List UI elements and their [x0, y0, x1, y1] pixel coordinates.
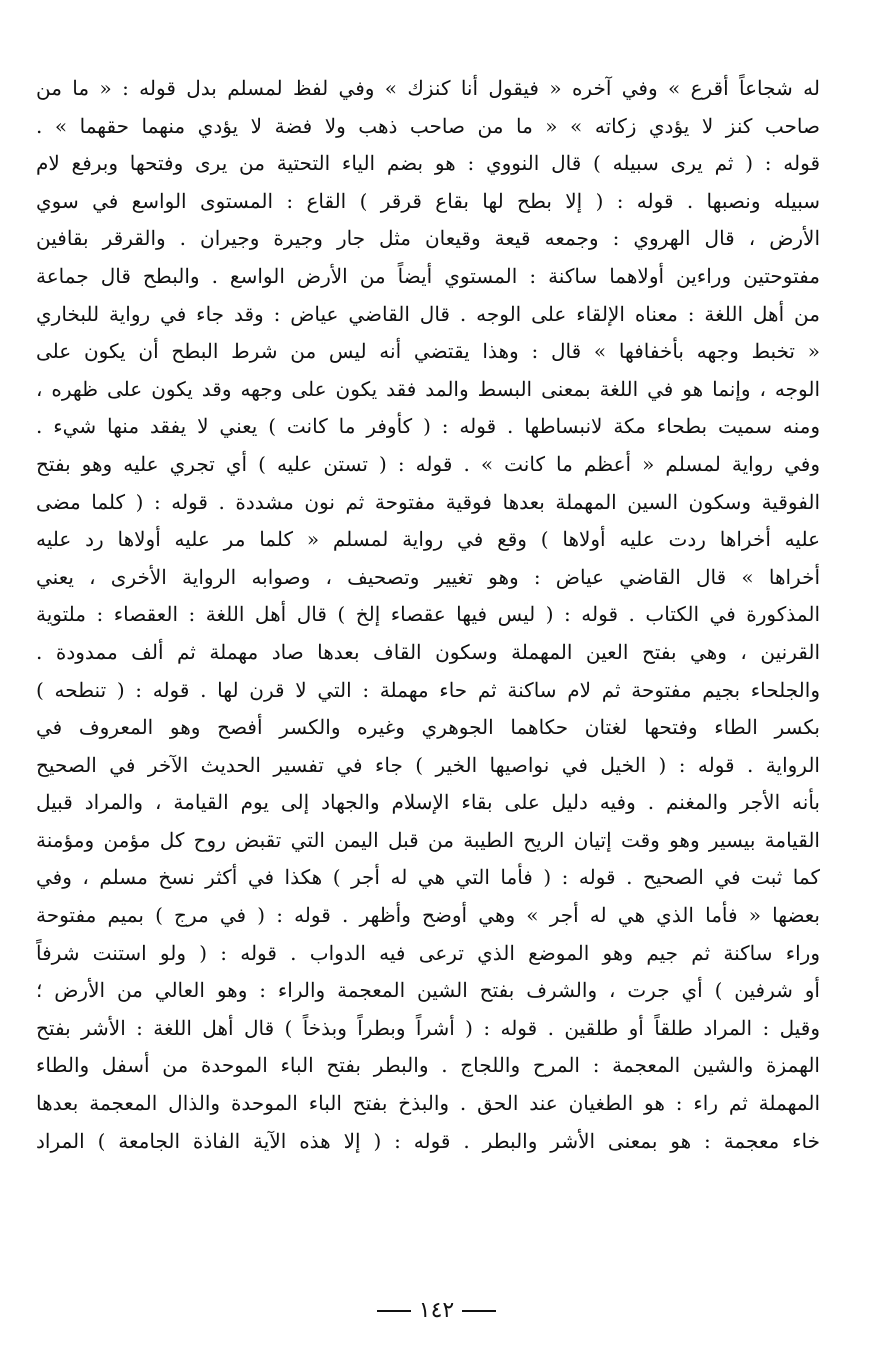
text-line: بأنه الأجر والمغنم . وفيه دليل على بقاء الإسلام والجهاد إلى يوم القيامة ، والمراد قبيل — [36, 790, 820, 815]
text-line: الأرض ، قال الهروي : وجمعه قيعة وقيعان مثل جار وجيرة وجيران . والقرقر بقافين — [36, 226, 820, 251]
page-number — [0, 1298, 873, 1323]
text-line: ومنه سميت بطحاء مكة لانبساطها . قوله : ( كأوفر ما كانت ) يعني لا يفقد منها شيء . — [36, 414, 820, 439]
text-line: مفتوحتين وراءين أولاهما ساكنة : المستوي أيضاً من الأرض الواسع . والبطح قال جماعة — [36, 263, 820, 288]
text-line: وراء ساكنة ثم جيم وهو الموضع الذي ترعى فيه الدواب . قوله : ( ولو استنت شرفاً — [36, 940, 820, 965]
text-line: خاء معجمة : هو بمعنى الأشر والبطر . قوله : ( إلا هذه الآية الفاذة الجامعة ) المراد — [36, 1128, 820, 1153]
text-line: « تخبط وجهه بأخفافها » قال : وهذا يقتضي أنه ليس من شرط البطح أن يكون على — [36, 339, 820, 364]
page-number-dash — [462, 1310, 496, 1312]
text-line: سبيله ونصبها . قوله : ( إلا بطح لها بقاع قرقر ) القاع : المستوى الواسع في سوي — [36, 188, 820, 213]
text-line: بكسر الطاء وفتحها لغتان حكاهما الجوهري وغيره والكسر أفصح وهو المعروف في — [36, 715, 820, 740]
text-line: من أهل اللغة : معناه الإلقاء على الوجه . قال القاضي عياض : وقد جاء في رواية للبخاري — [36, 301, 820, 326]
text-line: أو شرفين ) أي جرت ، والشرف بفتح الشين المعجمة والراء : وهو العالي من الأرض ؛ — [36, 978, 820, 1003]
text-line: الفوقية وسكون السين المهملة بعدها فوقية مفتوحة ثم نون مشددة . قوله : ( كلما مضى — [36, 489, 820, 514]
text-line: وفي رواية لمسلم « أعظم ما كانت » . قوله : ( تستن عليه ) أي تجري عليه وهو بفتح — [36, 451, 820, 476]
text-line: عليه أخراها ردت عليه أولاها ) وقع في رواية لمسلم « كلما مر عليه أولاها رد عليه — [36, 527, 820, 552]
text-line: القيامة بيسير وهو وقت إتيان الريح الطيبة من قبل اليمن التي تقبض روح كل مؤمن ومؤمنة — [36, 827, 820, 852]
text-line: المهملة ثم راء : هو الطغيان عند الحق . والبذخ بفتح الباء الموحدة والذال المعجمة بعدها — [36, 1091, 820, 1116]
text-line: بعضها « فأما الذي هي له أجر » وهي أوضح وأظهر . قوله : ( في مرج ) بميم مفتوحة — [36, 903, 820, 928]
text-line: المذكورة في الكتاب . قوله : ( ليس فيها عقصاء إلخ ) قال أهل اللغة : العقصاء : ملتوية — [36, 602, 820, 627]
text-line: الرواية . قوله : ( الخيل في نواصيها الخير ) جاء في تفسير الحديث الآخر في الصحيح — [36, 752, 820, 777]
text-line: صاحب كنز لا يؤدي زكاته » « ما من صاحب ذهب ولا فضة لا يؤدي منهما حقهما » . — [36, 113, 820, 138]
page-number-dash — [377, 1310, 411, 1312]
page-number-value: ١٤٢ — [418, 1298, 455, 1323]
text-line: والجلحاء بجيم مفتوحة ثم لام ساكنة ثم حاء مهملة : التي لا قرن لها . قوله : ( تنطحه ) — [36, 677, 820, 702]
text-line: قوله : ( ثم يرى سبيله ) قال النووي : هو بضم الياء التحتية من يرى وفتحها وبرفع لام — [36, 151, 820, 176]
text-line: له شجاعاً أقرع » وفي آخره « فيقول أنا كنزك » وفي لفظ لمسلم بدل قوله : « ما من — [36, 76, 820, 100]
text-line: الهمزة والشين المعجمة : المرح واللجاج . والبطر بفتح الباء الموحدة من أسفل والطاء — [36, 1053, 820, 1078]
body-text — [36, 70, 820, 1160]
text-line: كما ثبت في الصحيح . قوله : ( فأما التي هي له أجر ) هكذا في أكثر نسخ مسلم ، وفي — [36, 865, 820, 890]
text-line: وقيل : المراد طلقاً أو طلقين . قوله : ( أشراً وبطراً وبذخاً ) قال أهل اللغة : الأشر بفتح — [36, 1015, 820, 1040]
text-line: الوجه ، وإنما هو في اللغة بمعنى البسط والمد فقد يكون على وجهه وقد يكون على ظهره ، — [36, 376, 820, 401]
text-line: أخراها » قال القاضي عياض : وهو تغيير وتصحيف ، وصوابه الرواية الأخرى ، يعني — [36, 564, 820, 589]
text-line: القرنين ، وهي بفتح العين المهملة وسكون القاف بعدها صاد مهملة ثم ألف ممدودة . — [36, 639, 820, 664]
